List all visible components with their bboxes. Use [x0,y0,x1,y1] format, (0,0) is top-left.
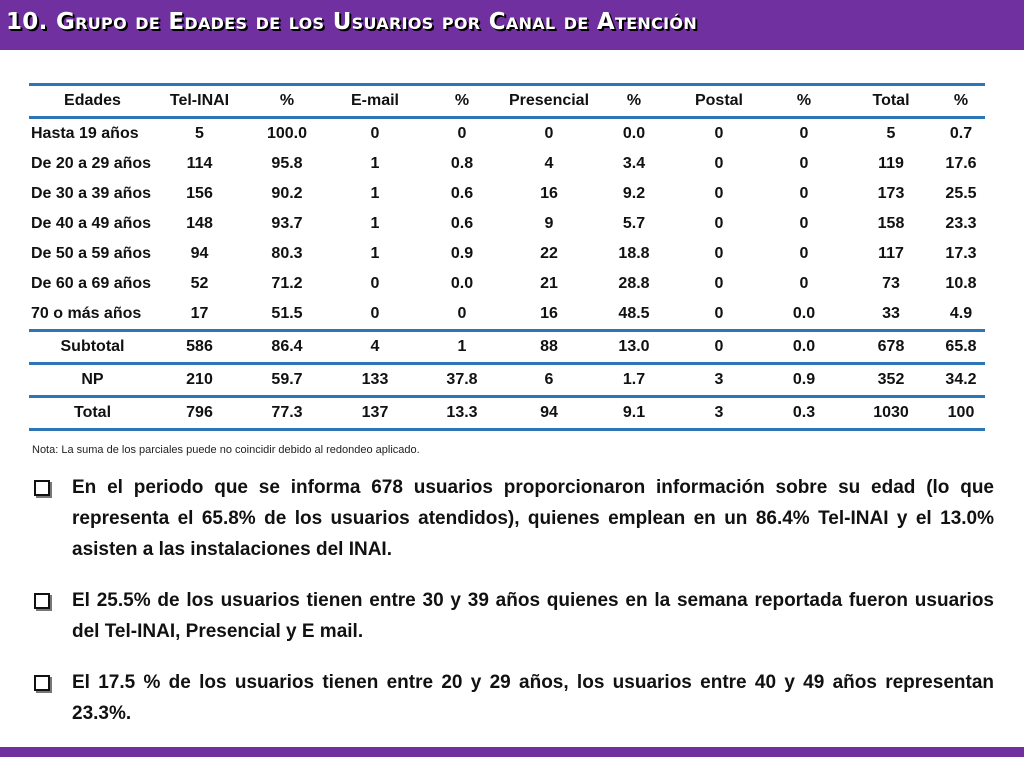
table-cell: 88 [540,338,558,355]
age-channel-table-container [29,83,985,431]
table-cell: 0 [714,338,724,355]
bullet-list [32,472,994,749]
table-cell: 133 [361,371,389,388]
row-label-cell: De 20 a 29 años [31,155,152,172]
table-cell: 25.5 [945,185,977,202]
table-cell: 0.0 [450,275,474,292]
table-cell: 1 [370,155,380,172]
table-cell: 4 [370,338,380,355]
table-cell: 59.7 [271,371,303,388]
table-row [29,179,985,209]
table-cell: 352 [877,371,905,388]
row-label-cell: 70 o más años [31,305,142,322]
table-cell: 95.8 [271,155,303,172]
table-cell: 0 [714,305,724,322]
table-cell: 0 [799,125,809,142]
table-cell: 94 [190,245,209,262]
table-cell: 1 [370,185,380,202]
table-cell: 17 [190,305,209,322]
header-edades: Edades [64,92,121,109]
table-cell: 796 [186,404,213,421]
slide-title: 10. Grupo de Edades de los Usuarios por Canal de Atención [6,9,698,35]
table-cell: 0.7 [949,125,973,142]
total-rows [29,331,985,430]
table-row [29,149,985,179]
table-cell: 1.7 [622,371,646,388]
table-cell: 3 [714,371,724,388]
table-cell: 1030 [873,404,909,421]
table-cell: 114 [186,155,213,172]
header-tel-inai: Tel-INAI [169,92,230,109]
bottom-bar [0,747,1024,757]
table-row [29,209,985,239]
table-cell: 156 [186,185,213,202]
table-cell: 52 [190,275,209,292]
table-cell: 17.6 [945,155,977,172]
header-email-pct: % [454,92,470,109]
row-label-cell: Subtotal [60,338,125,355]
table-cell: 0 [457,125,467,142]
table-cell: 117 [878,245,904,262]
table-cell: 28.8 [618,275,650,292]
table-cell: 51.5 [271,305,303,322]
table-cell: 5 [886,125,896,142]
table-row [29,269,985,299]
table-cell: 48.5 [618,305,650,322]
table-row [29,239,985,269]
table-cell: 0 [370,125,380,142]
table-cell: 0 [799,185,809,202]
table-cell: 100 [947,404,975,421]
table-cell: 90.2 [271,185,303,202]
table-header-row [29,85,985,118]
header-postal-pct: % [796,92,812,109]
header-presencial-pct: % [626,92,642,109]
header-postal: Postal [694,92,743,109]
table-cell: 3 [714,404,724,421]
table-cell: 0 [457,305,467,322]
table-row [29,118,985,150]
table-cell: 0.0 [792,338,816,355]
row-label-cell: NP [81,371,104,388]
table-cell: 1 [457,338,467,355]
table-cell: 3.4 [622,155,646,172]
table-cell: 5 [195,125,204,142]
table-cell: 100.0 [266,125,308,142]
table-note: Nota: La suma de los parciales puede no coincidir debido al redondeo aplicado. [32,444,420,456]
row-label-cell: Total [73,404,112,421]
table-cell: 210 [186,371,213,388]
table-cell: 0 [799,155,809,172]
table-cell: 678 [877,338,905,355]
row-label-cell: De 50 a 59 años [31,245,152,262]
table-cell: 13.3 [446,404,478,421]
table-cell: 33 [882,305,900,322]
table-cell: 0 [544,125,554,142]
table-cell: 0.3 [792,404,816,421]
bullet-text-3: El 17.5 % de los usuarios tienen entre 20 y 29 años, los usuarios entre 40 y 49 años representan 23.3%. [72,672,994,724]
header-tel-inai-pct: % [279,92,295,109]
table-cell: 0 [714,185,724,202]
table-cell: 37.8 [446,371,478,388]
table-cell: 0.0 [792,305,816,322]
table-cell: 10.8 [945,275,977,292]
table-cell: 119 [878,155,904,172]
table-cell: 5.7 [622,215,646,232]
table-cell: 16 [540,305,558,322]
table-cell: 0.9 [450,245,474,262]
table-cell: 94 [540,404,558,421]
table-cell: 0 [714,245,724,262]
table-cell: 21 [540,275,558,292]
table-cell: 1 [370,215,380,232]
table-cell: 13.0 [618,338,650,355]
table-cell: 18.8 [618,245,650,262]
row-label-cell: De 30 a 39 años [31,185,152,202]
header-presencial: Presencial [508,92,590,109]
table-cell: 0.8 [450,155,474,172]
table-cell: 71.2 [271,275,303,292]
table-cell: 586 [186,338,213,355]
table-row [29,331,985,364]
table-cell: 0 [714,215,724,232]
table-cell: 9.1 [622,404,646,421]
table-cell: 4.9 [949,305,973,322]
table-cell: 0 [714,275,724,292]
table-cell: 23.3 [945,215,977,232]
bullet-item-1 [32,472,994,565]
checkbox-bullet-icon [34,480,50,496]
table-cell: 6 [544,371,554,388]
title-bar [0,0,1024,50]
table-cell: 73 [882,275,900,292]
table-row [29,397,985,430]
table-cell: 0 [370,305,380,322]
table-cell: 137 [361,404,389,421]
table-cell: 0.9 [792,371,816,388]
row-label-cell: De 60 a 69 años [31,275,152,292]
bullet-item-2 [32,585,994,647]
row-label-cell: De 40 a 49 años [31,215,152,232]
table-cell: 65.8 [945,338,977,355]
table-cell: 80.3 [271,245,303,262]
table-cell: 0.6 [450,215,474,232]
bullet-text-2: El 25.5% de los usuarios tienen entre 30 y 39 años quienes en la semana reportada fueron usuarios del Tel-INAI, Presencial y E mail. [72,590,994,642]
table-cell: 34.2 [945,371,977,388]
table-cell: 0 [714,155,724,172]
table-cell: 16 [540,185,558,202]
bullet-text-1: En el periodo que se informa 678 usuarios proporcionaron información sobre su edad (lo que representa el 65.8% de los usuarios atendidos), quienes emplean en un 86.4% Tel-INAI y el 13.0% asisten a las instalaciones del INAI. [72,477,994,560]
header-total-pct: % [953,92,969,109]
age-rows [29,118,985,331]
table-cell: 86.4 [271,338,303,355]
table-cell: 17.3 [945,245,977,262]
checkbox-bullet-icon [34,675,50,691]
table-cell: 1 [370,245,380,262]
bullet-item-3 [32,667,994,729]
table-cell: 9.2 [622,185,646,202]
table-cell: 93.7 [271,215,303,232]
age-channel-table [29,83,985,431]
table-row [29,299,985,331]
table-cell: 0.6 [450,185,474,202]
table-cell: 22 [540,245,558,262]
table-cell: 0 [714,125,724,142]
row-label-cell: Hasta 19 años [31,125,139,142]
table-cell: 0 [370,275,380,292]
checkbox-bullet-icon [34,593,50,609]
table-cell: 0 [799,245,809,262]
table-cell: 9 [544,215,554,232]
header-total: Total [872,92,910,109]
table-cell: 173 [877,185,905,202]
table-cell: 0 [799,275,809,292]
table-cell: 0.0 [622,125,646,142]
table-cell: 0 [799,215,809,232]
table-cell: 77.3 [271,404,303,421]
header-email: E-mail [350,92,399,109]
table-cell: 148 [186,215,213,232]
table-row [29,364,985,397]
table-cell: 158 [877,215,905,232]
table-cell: 4 [544,155,554,172]
